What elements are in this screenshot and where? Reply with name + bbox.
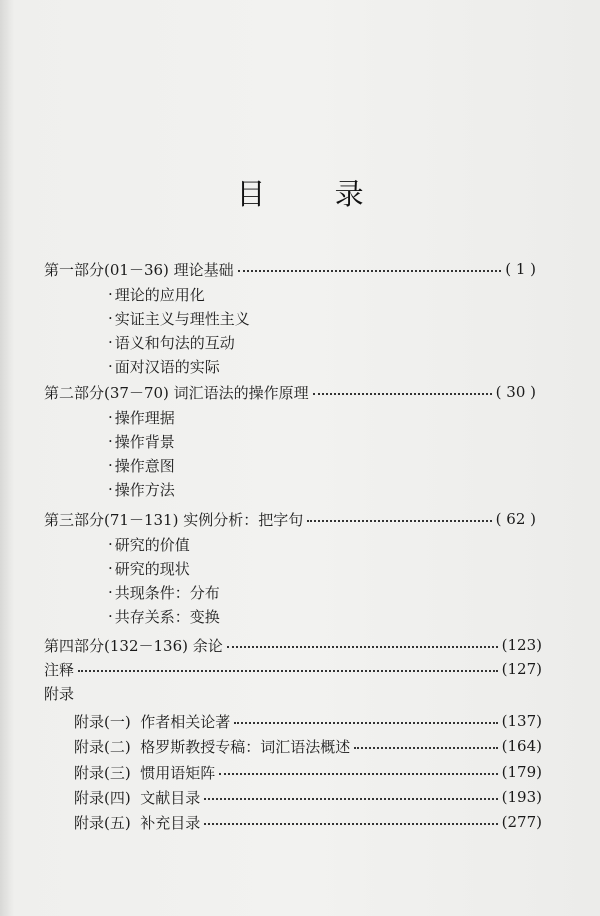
toc-entry-label: 附录(二) 格罗斯教授专稿：词汇语法概述 bbox=[74, 737, 351, 756]
page-title: 目 录 bbox=[236, 177, 394, 211]
toc-subentry[interactable]: · 理论的应用化 bbox=[108, 285, 205, 304]
toc-subentry[interactable]: · 面对汉语的实际 bbox=[108, 357, 220, 376]
leader-dots bbox=[307, 520, 491, 522]
toc-subentry[interactable]: · 实证主义与理性主义 bbox=[108, 309, 250, 328]
toc-entry-label: 第一部分(01－36) 理论基础 bbox=[44, 260, 234, 279]
toc-subentry[interactable]: · 共现条件：分布 bbox=[108, 583, 220, 602]
toc-page-number: (123) bbox=[501, 636, 542, 654]
toc-subentry[interactable]: · 研究的现状 bbox=[108, 559, 190, 578]
toc-entry-label: 附录(一) 作者相关论著 bbox=[74, 712, 231, 731]
toc-subentry[interactable]: · 操作意图 bbox=[108, 456, 175, 475]
toc-page-number: (277) bbox=[501, 813, 542, 831]
toc-entry-appendix-1[interactable] bbox=[74, 710, 542, 732]
toc-entry-label: 第四部分(132－136) 余论 bbox=[44, 636, 223, 655]
leader-dots bbox=[238, 270, 502, 272]
leader-dots bbox=[78, 670, 498, 672]
toc-subentry[interactable]: · 研究的价值 bbox=[108, 535, 190, 554]
toc-subentry[interactable]: · 语义和句法的互动 bbox=[108, 333, 235, 352]
toc-entry-appendix-3[interactable] bbox=[74, 761, 542, 783]
toc-page-number: ( 1 ) bbox=[505, 260, 536, 278]
leader-dots bbox=[313, 393, 492, 395]
toc-entry-appendix-5[interactable] bbox=[74, 811, 542, 833]
toc-subentry[interactable]: · 操作理据 bbox=[108, 408, 175, 427]
toc-entry-part-4[interactable] bbox=[44, 634, 542, 656]
toc-subentry[interactable]: · 共存关系：变换 bbox=[108, 607, 220, 626]
toc-page-number: (164) bbox=[501, 737, 542, 755]
toc-entry-part-3[interactable] bbox=[44, 508, 536, 530]
toc-page-number: (193) bbox=[501, 788, 542, 806]
toc-entry-appendix-2[interactable] bbox=[74, 735, 542, 757]
toc-page-number: (127) bbox=[501, 660, 542, 678]
toc-page-number: (137) bbox=[501, 712, 542, 730]
leader-dots bbox=[204, 798, 497, 800]
toc-entry-notes[interactable] bbox=[44, 658, 542, 680]
leader-dots bbox=[354, 747, 497, 749]
toc-entry-label: 第二部分(37－70) 词汇语法的操作原理 bbox=[44, 383, 309, 402]
leader-dots bbox=[204, 823, 497, 825]
toc-entry-part-2[interactable] bbox=[44, 381, 536, 403]
toc-page-number: (179) bbox=[501, 763, 542, 781]
leader-dots bbox=[219, 773, 497, 775]
leader-dots bbox=[227, 646, 498, 648]
toc-entry-label: 第三部分(71－131) 实例分析：把字句 bbox=[44, 510, 304, 529]
toc-entry-appendix-4[interactable] bbox=[74, 786, 542, 808]
toc-entry-part-1[interactable] bbox=[44, 258, 536, 280]
leader-dots bbox=[234, 722, 497, 724]
toc-entry-label: 附录(四) 文献目录 bbox=[74, 788, 201, 807]
appendix-heading: 附录 bbox=[44, 684, 75, 703]
toc-entry-label: 注释 bbox=[44, 660, 75, 679]
toc-entry-label: 附录(三) 惯用语矩阵 bbox=[74, 763, 216, 782]
toc-subentry[interactable]: · 操作背景 bbox=[108, 432, 175, 451]
toc-entry-label: 附录(五) 补充目录 bbox=[74, 813, 201, 832]
toc-page-number: ( 30 ) bbox=[495, 383, 536, 401]
toc-subentry[interactable]: · 操作方法 bbox=[108, 480, 175, 499]
toc-page-number: ( 62 ) bbox=[495, 510, 536, 528]
